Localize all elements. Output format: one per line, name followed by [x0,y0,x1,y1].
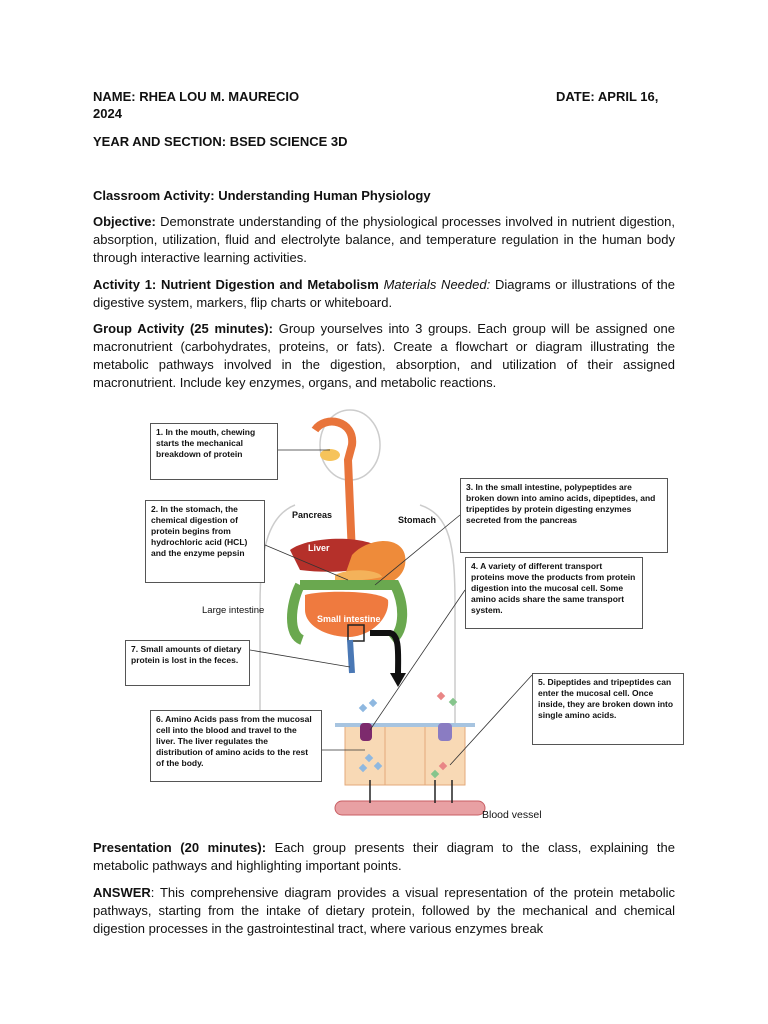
answer-label: ANSWER [93,885,151,900]
group-activity-label: Group Activity (25 minutes): [93,321,273,336]
brush-border [335,723,475,727]
objective-paragraph [93,213,675,267]
rectum [350,640,352,673]
step-7-box: 7. Small amounts of dietary protein is lost in the feces. [125,640,250,686]
step-4-box: 4. A variety of different transport proteins move the products from protein digestion into the mucosal cell. Some amino acids share the same transport system. [465,557,643,629]
presentation-paragraph [93,839,675,875]
mucosal-cell-2 [385,725,425,785]
mouth [320,449,340,461]
step-6-box: 6. Amino Acids pass from the mucosal cell into the blood and travel to the liver. The liver regulates the distribution of amino acids to the rest of the body. [150,710,322,782]
liver-label: Liver [308,543,330,553]
materials-label: Materials Needed: [378,277,491,292]
stomach-label: Stomach [398,515,437,525]
step-5-box: 5. Dipeptides and tripeptides can enter the mucosal cell. Once inside, they are broken down into single amino acids. [532,673,684,745]
student-name: NAME: RHEA LOU M. MAURECIO [93,89,300,104]
protein-digestion-diagram [120,405,690,825]
activity-title: Classroom Activity: Understanding Human Physiology [93,188,431,203]
activity1-text: Diagrams or illustrations of the digestive system, markers, flip charts or whiteboard. [93,277,675,310]
blood-vessel [335,801,485,815]
large-intestine-label: Large intestine [202,605,265,616]
objective-text: Demonstrate understanding of the physiological processes involved in nutrient digestion, absorption, utilization, fluid and electrolyte balance, and temperature regulation in the human body through interactive learning activities. [93,214,675,265]
blood-vessel-label: Blood vessel [482,809,542,821]
objective-label: Objective: [93,214,156,229]
presentation-text: Each group presents their diagram to the class, explaining the metabolic pathways and highlighting important points. [93,840,676,873]
group-activity-text: Group yourselves into 3 groups. Each group will be assigned one macronutrient (carbohydrates, proteins, or fats). Create a flowchart or diagram illustrating the metabolic pathways involved in the digestion, absorption, and utilization of their assigned macronutrient. Include key enzymes, organs, and metabolic reactions. [93,321,675,390]
zoom-arrow [370,633,398,675]
group-activity-paragraph [93,320,675,392]
activity1-label: Activity 1: Nutrient Digestion and Metabolism [93,277,379,292]
activity1-paragraph [93,276,675,312]
step-1-box: 1. In the mouth, chewing starts the mechanical breakdown of protein [150,423,278,480]
date-label: DATE: APRIL 16, [556,89,659,104]
year-section: YEAR AND SECTION: BSED SCIENCE 3D [93,134,348,149]
step-3-box: 3. In the small intestine, polypeptides are broken down into amino acids, dipeptides, and tripeptides by protein digesting enzymes secreted from the pancreas [460,478,668,553]
transport-protein-1 [360,723,372,741]
date-year: 2024 [93,106,122,121]
pancreas-label: Pancreas [292,510,333,520]
answer-paragraph [93,884,675,938]
step-2-box: 2. In the stomach, the chemical digestion of protein begins from hydrochloric acid (HCL) and the enzyme pepsin [145,500,265,583]
small-intestine-label: Small intestine [317,614,381,624]
transport-protein-2 [438,723,452,741]
presentation-label: Presentation (20 minutes): [93,840,267,855]
answer-text: : This comprehensive diagram provides a visual representation of the protein metabolic pathways, starting from the intake of dietary protein, followed by the mechanical and chemical digestion processes in the gastrointestinal tract, where various enzymes break [93,885,675,936]
